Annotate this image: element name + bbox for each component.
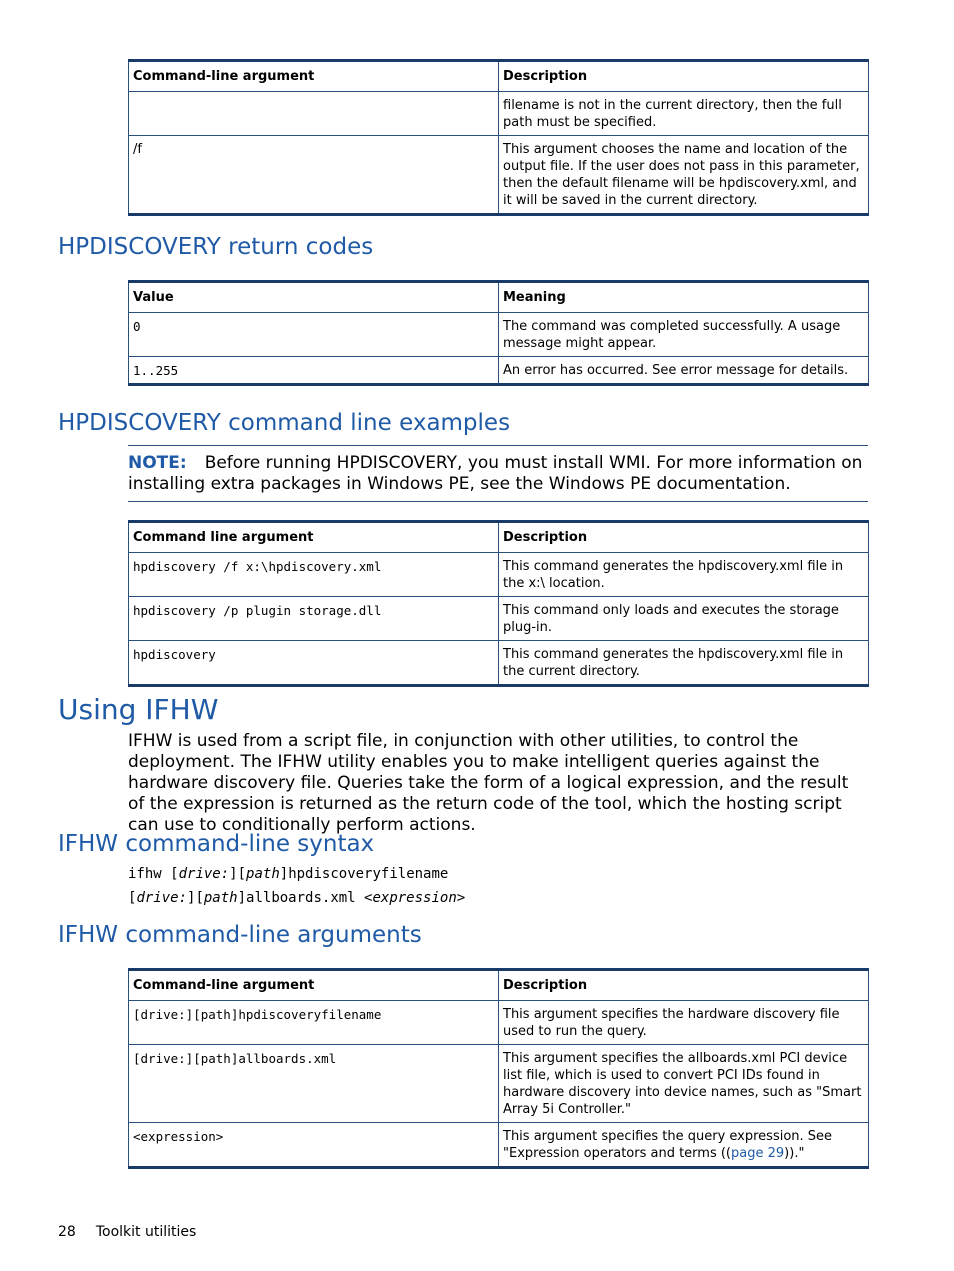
table-row [129,597,869,641]
description-cell: This argument specifies the allboards.xml PCI device list file, which is used to convert PCI IDs found in hardware discovery into device names, such as "Smart Array 5i Controller." [499,1045,869,1123]
syntax-line-1: ifhw [drive:][path]hpdiscoveryfilename [128,866,449,882]
column-header: Command-line argument [129,970,499,1001]
argument-cell: /f [129,136,499,215]
table-row [129,553,869,597]
argument-cell: hpdiscovery /p plugin storage.dll [129,597,499,641]
syntax-block [128,862,465,910]
return-codes-table [128,280,869,386]
argument-cell: hpdiscovery [129,641,499,686]
command-line-argument-table-continued [128,59,869,216]
section-heading-arguments: IFHW command-line arguments [58,922,422,948]
argument-cell: [drive:][path]hpdiscoveryfilename [129,1001,499,1045]
section-heading-return-codes: HPDISCOVERY return codes [58,234,374,260]
ifhw-arguments-table [128,968,869,1169]
table-row [129,1123,869,1168]
page-number: 28 [58,1224,76,1240]
section-heading-examples: HPDISCOVERY command line examples [58,410,511,436]
argument-cell: <expression> [129,1123,499,1168]
column-header: Command line argument [129,522,499,553]
table-row [129,357,869,385]
column-header: Command-line argument [129,61,499,92]
description-cell: This argument specifies the query expression. See "Expression operators and terms ((page 29))." [499,1123,869,1168]
note-label: NOTE: [128,453,187,473]
section-heading-syntax: IFHW command-line syntax [58,831,375,857]
note-box [128,445,868,502]
chapter-name: Toolkit utilities [95,1224,197,1240]
table-row [129,641,869,686]
page-29-link[interactable]: page 29 [731,1146,785,1161]
column-header: Description [499,970,869,1001]
description-cell: This argument chooses the name and location of the output file. If the user does not pass in this parameter, then the default filename will be hpdiscovery.xml, and it will be saved in the current directory. [499,136,869,215]
table-row [129,136,869,215]
examples-table [128,520,869,687]
value-cell: 0 [129,313,499,357]
description-cell: This command generates the hpdiscovery.xml file in the current directory. [499,641,869,686]
table-row [129,1045,869,1123]
meaning-cell: The command was completed successfully. A usage message might appear. [499,313,869,357]
ifhw-intro-paragraph: IFHW is used from a script file, in conjunction with other utilities, to control the deployment. The IFHW utility enables you to make intelligent queries against the hardware discovery file. Queries take the form of a logical expression, and the result of the expression is returned as the return code of the tool, which the hosting script can use to conditionally perform actions. [128,731,849,835]
meaning-cell: An error has occurred. See error message for details. [499,357,869,385]
description-cell: This command only loads and executes the storage plug-in. [499,597,869,641]
note-text: Before running HPDISCOVERY, you must install WMI. For more information on installing extra packages in Windows PE, see the Windows PE documentation. [128,453,863,494]
description-cell: filename is not in the current directory, then the full path must be specified. [499,92,869,136]
chapter-heading-using-ifhw: Using IFHW [58,693,219,726]
description-cell: This argument specifies the hardware discovery file used to run the query. [499,1001,869,1045]
argument-cell: hpdiscovery /f x:\hpdiscovery.xml [129,553,499,597]
table-row [129,313,869,357]
page-footer [58,1223,196,1241]
column-header: Meaning [499,282,869,313]
argument-cell: [drive:][path]allboards.xml [129,1045,499,1123]
description-cell: This command generates the hpdiscovery.xml file in the x:\ location. [499,553,869,597]
value-cell: 1..255 [129,357,499,385]
column-header: Description [499,522,869,553]
column-header: Value [129,282,499,313]
table-row [129,1001,869,1045]
table-row [129,92,869,136]
argument-cell [129,92,499,136]
syntax-line-2: [drive:][path]allboards.xml <expression> [128,890,466,906]
column-header: Description [499,61,869,92]
